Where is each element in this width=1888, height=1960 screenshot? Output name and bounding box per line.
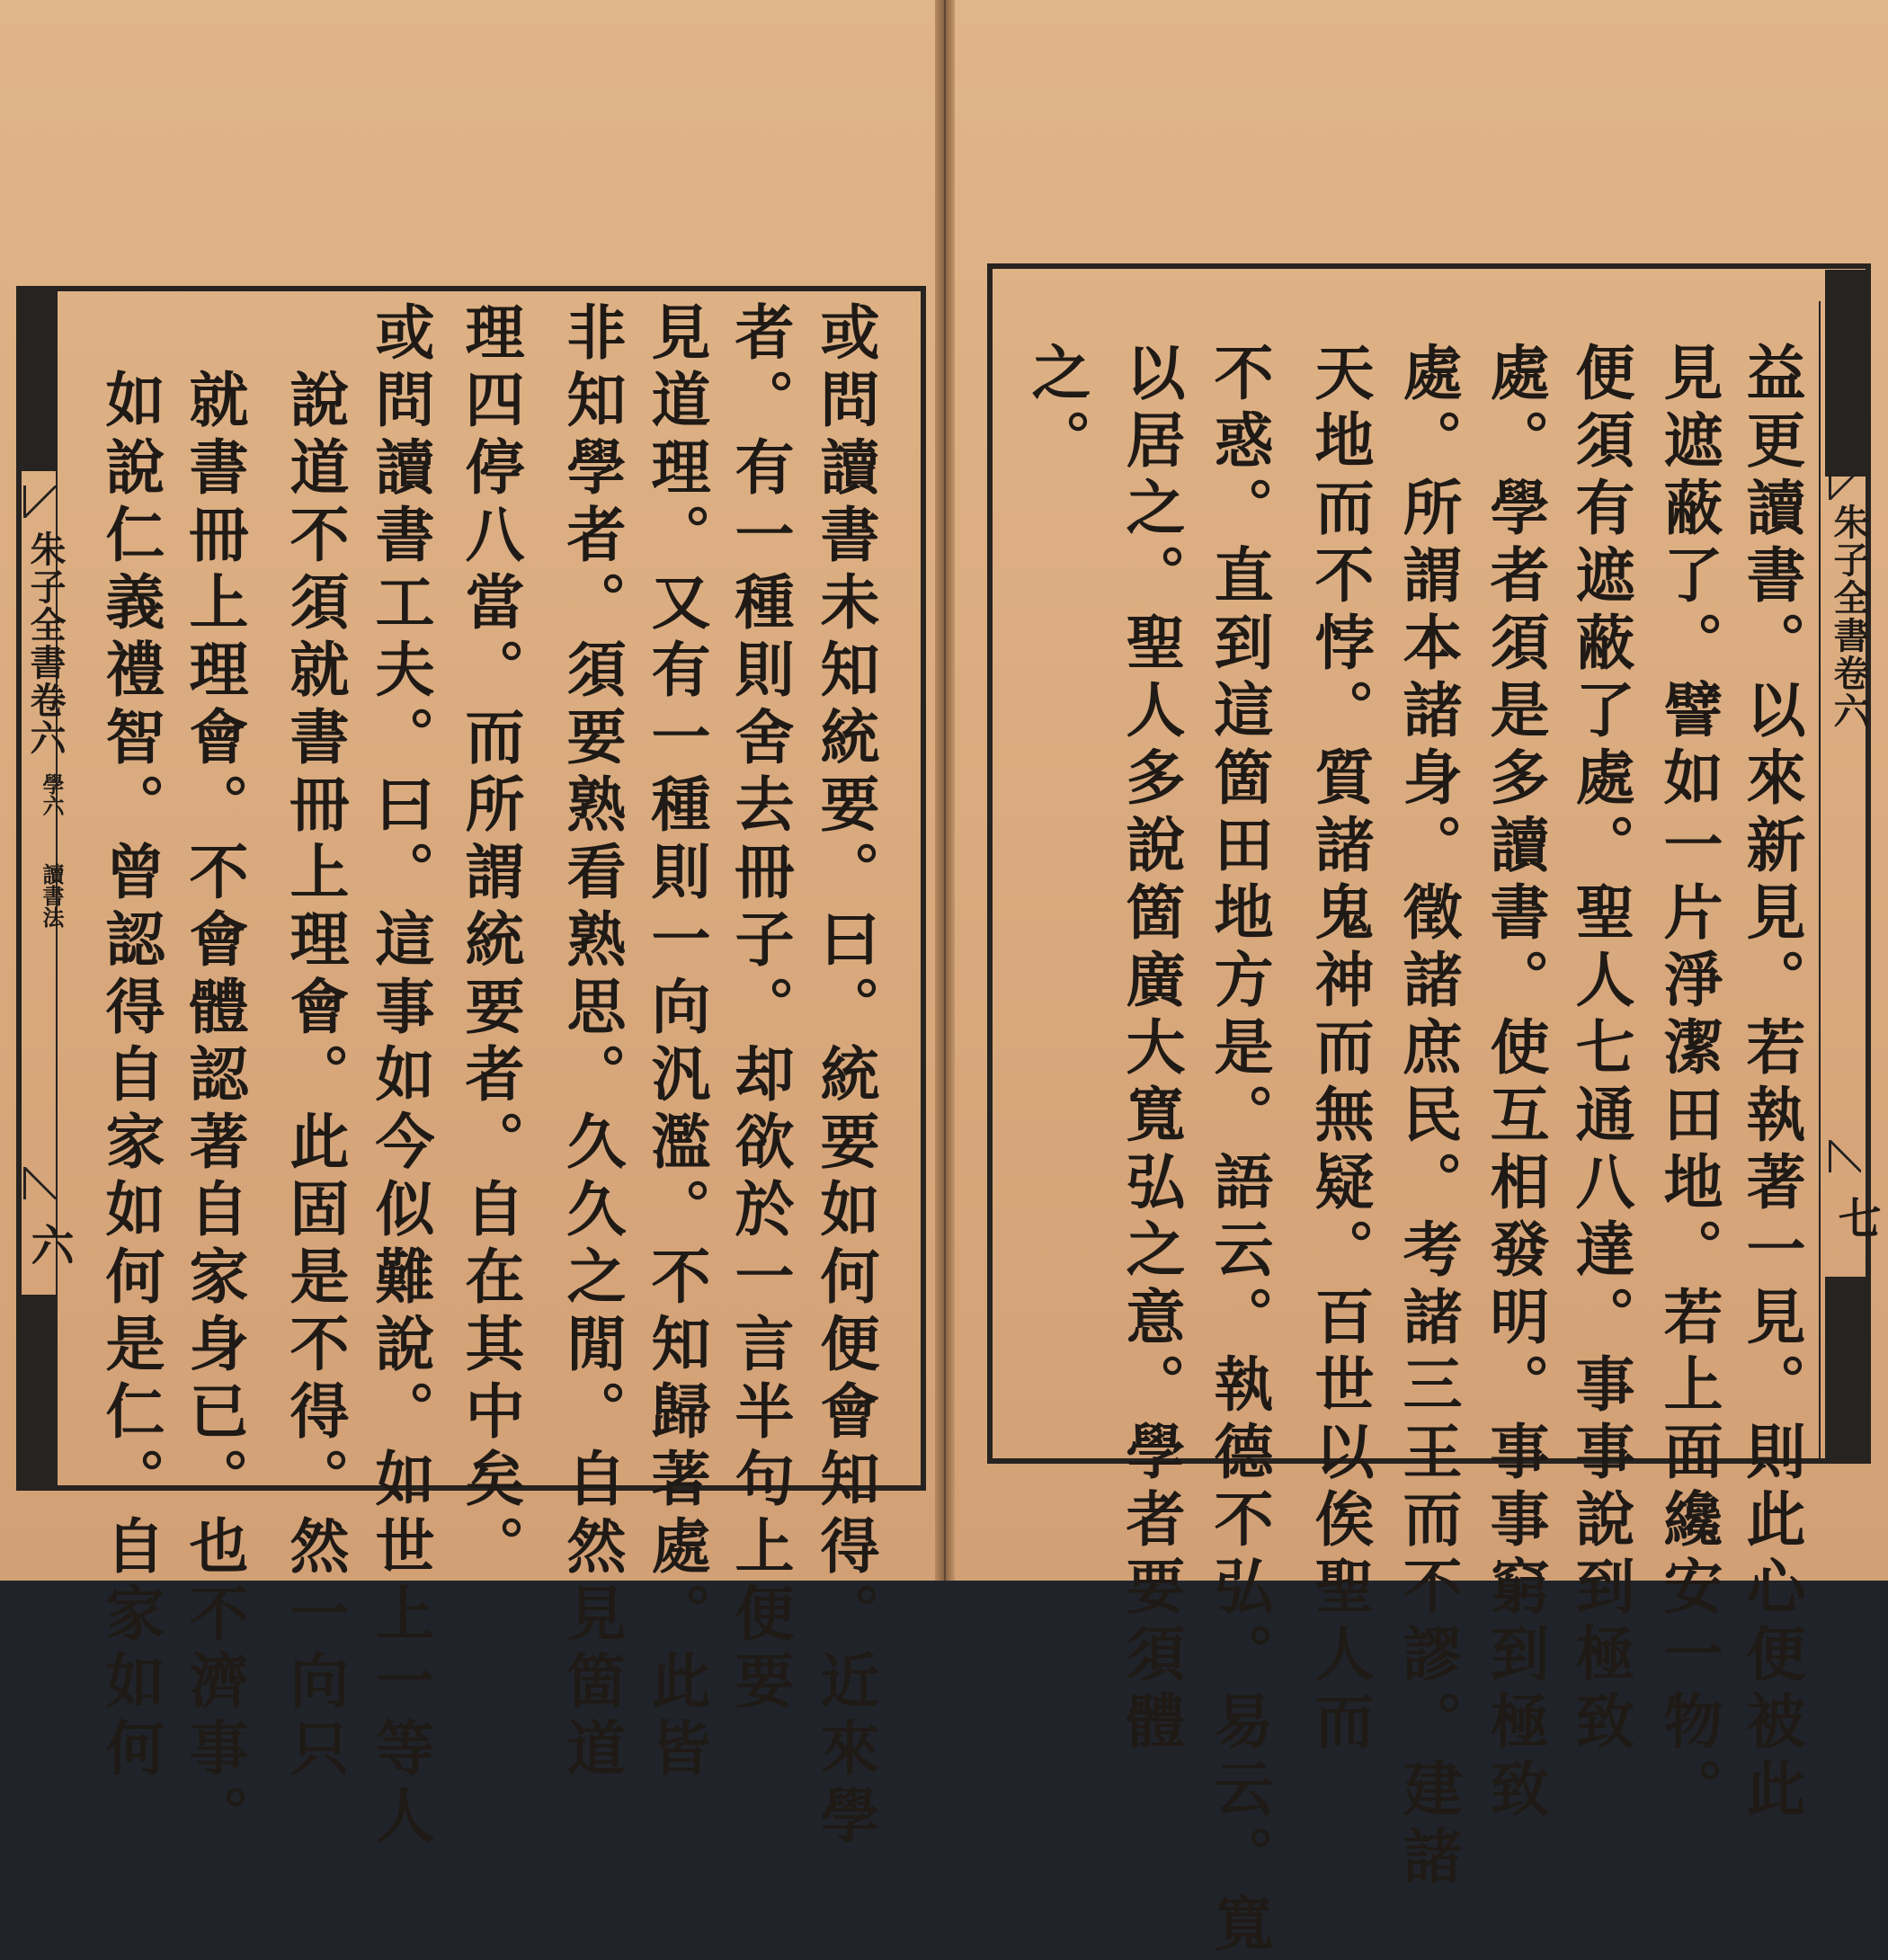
left-section-label: 學六 [39, 773, 65, 816]
left-text-column-1: 或問讀書未知統要。曰。統要如何便會知得。近來學 [810, 301, 880, 1852]
left-text-column-4: 非知學者。須要熟看熟思。久久之閒。自然見箇道 [557, 301, 627, 1785]
left-subsection-label: 讀書法 [39, 863, 65, 928]
right-fish-tail-bottom [1829, 1142, 1862, 1172]
right-text-column-4: 處。學者須是多讀書。使互相發明。事事窮到極致 [1480, 342, 1550, 1825]
left-text-column-8: 就書冊上理會。不會體認著自家身已。也不濟事。 [179, 369, 249, 1852]
left-fish-tail-top [23, 486, 57, 516]
left-fish-tail-bottom [23, 1169, 57, 1199]
left-text-column-3: 見道理。又有一種則一向汎濫。不知歸著處。此皆 [641, 301, 711, 1785]
left-book-title: 朱子全書卷六 [24, 530, 67, 757]
right-book-title: 朱子全書卷六 [1828, 503, 1870, 730]
left-text-column-9: 如說仁義禮智。曾認得自家如何是仁。自家如何 [95, 369, 165, 1785]
left-text-column-2: 者。有一種則舍去冊子。却欲於一言半句上便要 [725, 301, 795, 1717]
right-text-column-3: 便須有遮蔽了處。聖人七通八達。事事說到極致 [1565, 342, 1635, 1758]
left-leaf-number: 六 [23, 1223, 74, 1266]
book-gutter [935, 0, 955, 1581]
right-leaf-number: 七 [1830, 1196, 1881, 1239]
right-text-column-9: 之。 [1021, 342, 1091, 477]
right-black-mouth-top [1825, 270, 1866, 477]
left-black-mouth-bottom [22, 1295, 56, 1485]
right-text-column-8: 以居之。聖人多說箇廣大寬弘之意。學者要須體 [1116, 342, 1186, 1758]
right-black-mouth-bottom [1825, 1277, 1866, 1458]
right-text-column-5: 處。所謂本諸身。徵諸庶民。考諸三王而不謬。建諸 [1393, 342, 1463, 1893]
right-fish-tail-top [1829, 468, 1862, 498]
right-text-column-1: 益更讀書。以來新見。若執著一見。則此心便被此 [1736, 342, 1806, 1825]
left-black-mouth-top [22, 291, 56, 471]
right-text-column-7: 不惑。直到這箇田地方是。語云。執德不弘。易云。寬 [1204, 342, 1274, 1960]
left-text-column-6: 或問讀書工夫。曰。這事如今似難說。如世上一等人 [365, 301, 435, 1852]
right-text-column-2: 見遮蔽了。譬如一片淨潔田地。若上面纔安一物。 [1653, 342, 1723, 1825]
left-text-column-5: 理四停八當。而所謂統要者。自在其中矣。 [455, 301, 525, 1582]
left-text-column-7: 說道不須就書冊上理會。此固是不得。然一向只 [280, 369, 350, 1785]
right-text-column-6: 天地而不悖。質諸鬼神而無疑。百世以俟聖人而 [1305, 342, 1375, 1758]
